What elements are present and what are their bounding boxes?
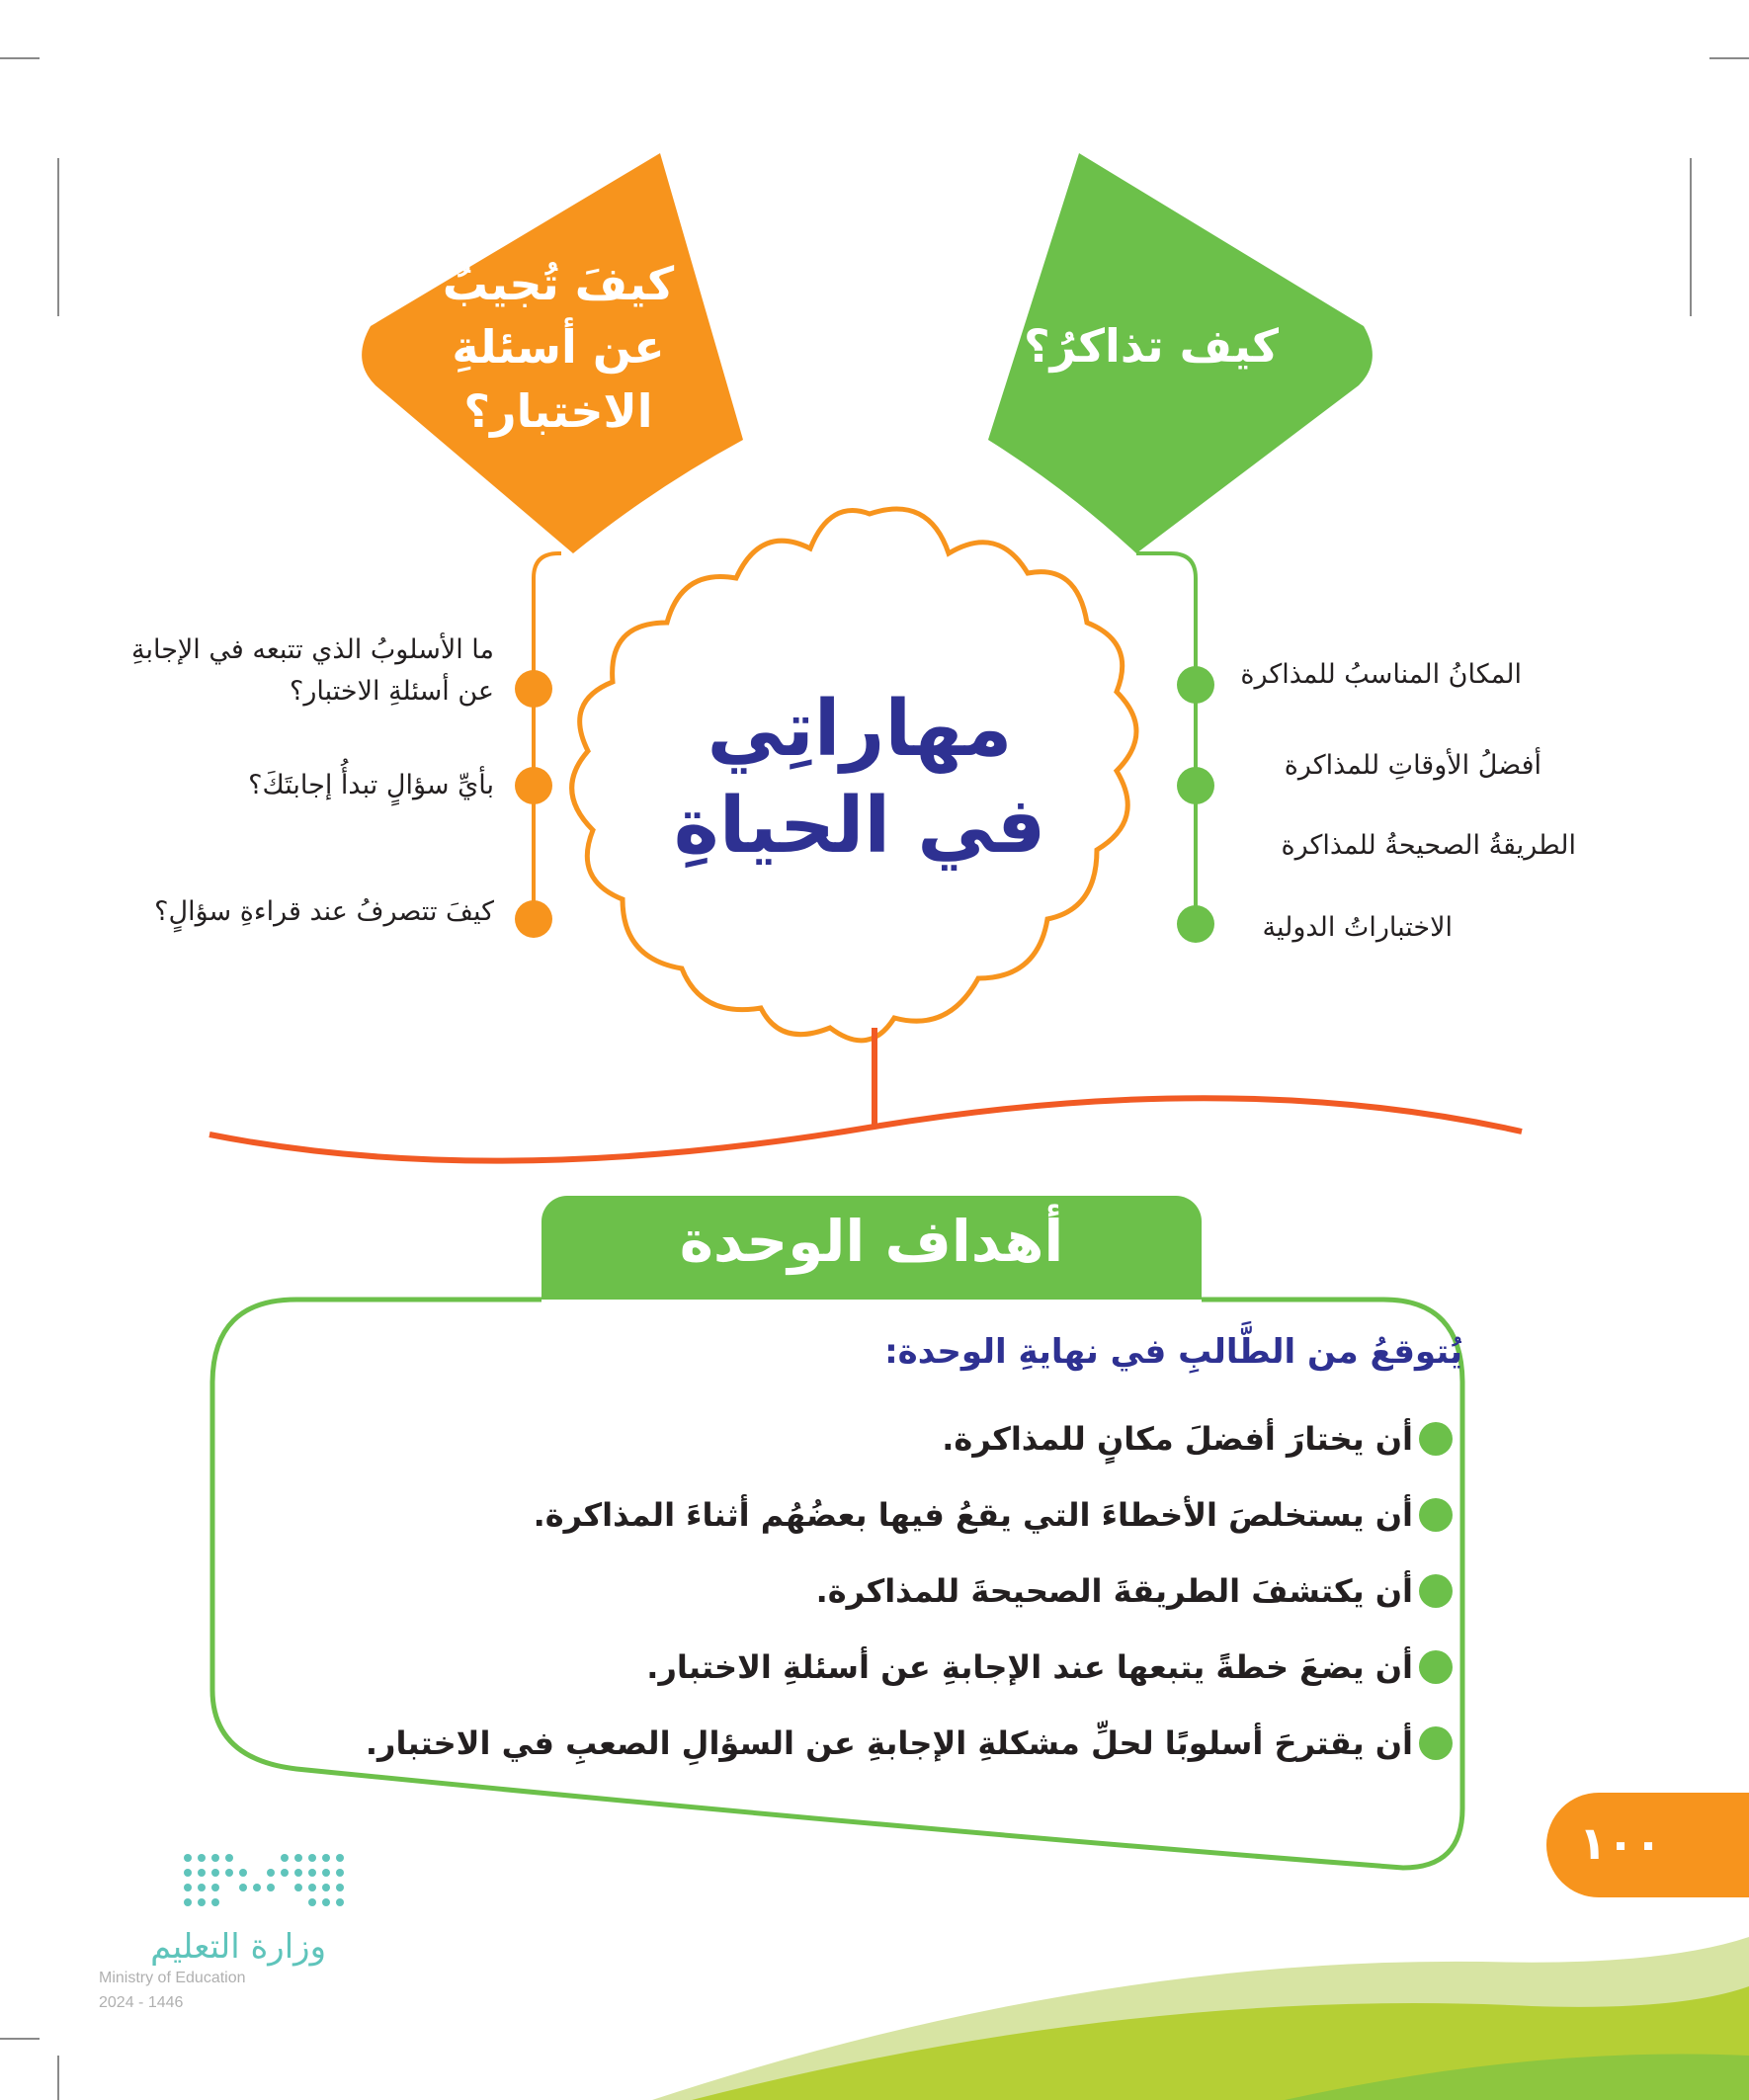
- goal-item: [287, 1714, 1453, 1773]
- right-connector-line: [1136, 553, 1196, 924]
- left-bullet-dot: [515, 767, 552, 804]
- center-title-line1: مهاراتِي: [707, 685, 1013, 774]
- goal-bullet: [1419, 1726, 1453, 1760]
- goal-text: أن يكتشفَ الطريقةَ الصحيحةَ للمذاكرة.: [815, 1572, 1413, 1610]
- left-list-item: ما الأسلوبُ الذي تتبعه في الإجابةِ عن أسئلةِ الاختبار؟: [131, 634, 494, 707]
- center-title: [652, 682, 1067, 875]
- right-list-item: أفضلُ الأوقاتِ للمذاكرة: [1284, 750, 1541, 781]
- ministry-name-english: Ministry of Education: [99, 1970, 246, 1986]
- goal-item: [287, 1638, 1453, 1697]
- goals-header-title: أهداف الوحدة: [679, 1208, 1064, 1275]
- ministry-name-arabic: وزارة التعليم: [150, 1927, 326, 1967]
- goal-text: أن يضعَ خطةً يتبعها عند الإجابةِ عن أسئلةِ الاختبار.: [646, 1648, 1413, 1686]
- goal-bullet: [1419, 1650, 1453, 1684]
- green-petal-title: كيف تذاكرُ؟: [1024, 319, 1279, 373]
- left-bullet-dot: [515, 900, 552, 938]
- goal-text: أن يختارَ أفضلَ مكانٍ للمذاكرة.: [942, 1420, 1413, 1458]
- left-bullet-dot: [515, 670, 552, 708]
- goal-text: أن يستخلصَ الأخطاءَ التي يقعُ فيها بعضُهُم أثناءَ المذاكرة.: [533, 1496, 1413, 1534]
- right-list-item: الطريقةُ الصحيحةُ للمذاكرة: [1281, 830, 1576, 861]
- ministry-logo-dots: [184, 1854, 344, 1906]
- page-number: ١٠٠: [1578, 1816, 1663, 1870]
- goal-bullet: [1419, 1498, 1453, 1532]
- ministry-year: 2024 - 1446: [99, 1994, 184, 2011]
- right-list-item: الاختباراتُ الدولية: [1262, 912, 1453, 943]
- goal-bullet: [1419, 1574, 1453, 1608]
- left-list-item: كيفَ تتصرفُ عند قراءةِ سؤالٍ؟: [154, 896, 494, 927]
- right-list-item: المكانُ المناسبُ للمذاكرة: [1240, 659, 1522, 690]
- goal-text: أن يقترحَ أسلوبًا لحلِّ مشكلةِ الإجابةِ عن السؤالِ الصعبِ في الاختبار.: [365, 1724, 1413, 1762]
- center-title-line2: في الحياةِ: [673, 781, 1046, 871]
- ground-curve: [209, 1098, 1522, 1160]
- goals-intro: يُتوقعُ من الطَّالبِ في نهايةِ الوحدة:: [884, 1332, 1462, 1372]
- orange-petal-title: كيفَ تُجيبُ عن أسئلةِ الاختبار؟: [442, 257, 675, 438]
- left-connector-line: [534, 553, 561, 924]
- goal-bullet: [1419, 1422, 1453, 1456]
- goal-item: [287, 1485, 1453, 1545]
- goal-item: [287, 1561, 1453, 1621]
- left-list-item: بأيِّ سؤالٍ تبدأُ إجابتَكَ؟: [248, 770, 494, 800]
- goal-item: [287, 1409, 1453, 1469]
